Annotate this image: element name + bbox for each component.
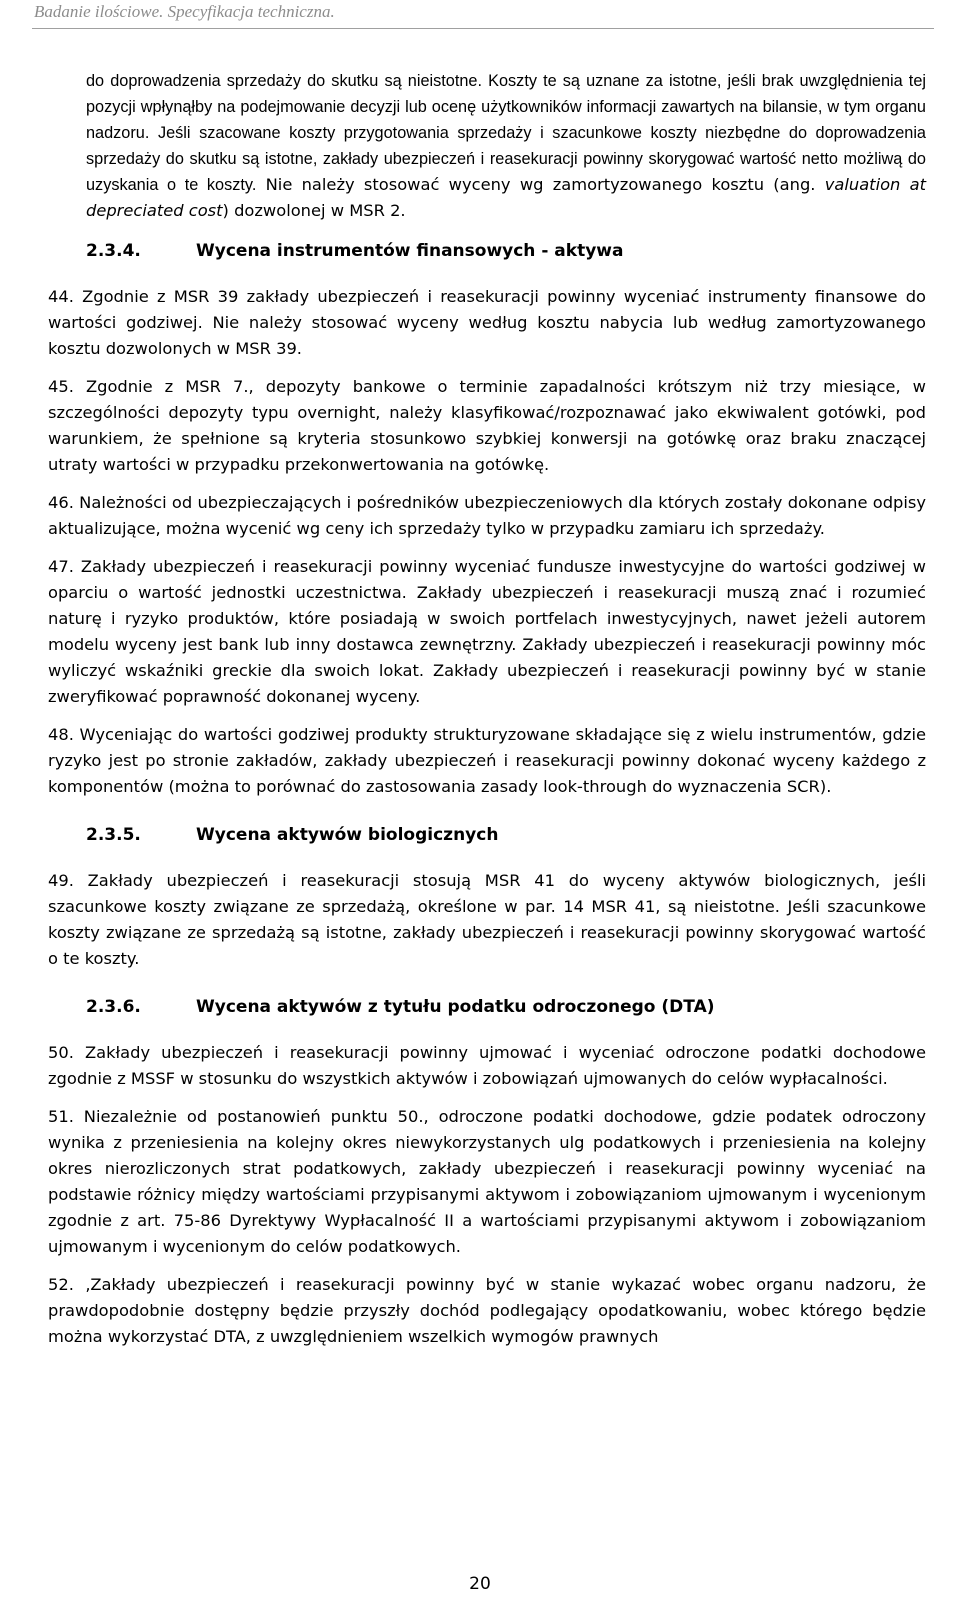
paragraph-44: 44. Zgodnie z MSR 39 zakłady ubezpieczeń i reasekuracji powinny wyceniać instrumenty finansowe do wartości godziwej. Nie należy stosować wyceny według kosztu nabycia lub według zamortyzowanego kosztu dozwolonych w MSR 39. [48, 287, 926, 358]
paragraph-45: 45. Zgodnie z MSR 7., depozyty bankowe o terminie zapadalności krótszym niż trzy miesiące, w szczególności depozyty typu overnight, należy klasyfikować/rozpoznawać jako ekwiwalent gotówki, pod warunkiem, że spełnione są kryteria stosunkowo szybkiej konwersji na gotówkę oraz braku znaczącej utraty wartości w przypadku przekonwertowania na gotówkę. [48, 377, 926, 474]
paragraph-51: 51. Niezależnie od postanowień punktu 50., odroczone podatki dochodowe, gdzie podatek odroczony wynika z przeniesienia na kolejny okres niewykorzystanych ulg podatkowych i przeniesienia na kolejny okres nierozliczonych strat podatkowych, zakłady ubezpieczeń i reasekuracji powinny wyceniać na podstawie różnicy między wartościami przypisanymi aktywom i zobowiązaniom ujmowanym i wycenionym zgodnie z art. 75-86 Dyrektywy Wypłacalność II a wartościami przypisanymi aktywom i zobowiązaniom ujmowanym i wycenionym do celów podatkowych. [48, 1107, 926, 1256]
paragraph-47: 47. Zakłady ubezpieczeń i reasekuracji powinny wyceniać fundusze inwestycyjne do wartości godziwej w oparciu o wartość jednostki uczestnictwa. Zakłady ubezpieczeń i reasekuracji muszą znać i rozumieć naturę i ryzyko produktów, które posiadają w swoich portfelach inwestycyjnych, nawet jeżeli autorem modelu wyceny jest bank lub inny dostawca zewnętrzny. Zakłady ubezpieczeń i reasekuracji powinny móc wyliczyć wskaźniki greckie dla swoich lokat. Zakłady ubezpieczeń i reasekuracji powinny być w stanie zweryfikować poprawność dokonanej wyceny. [48, 557, 926, 706]
section-heading [86, 994, 926, 1020]
intro-text-1: do doprowadzenia sprzedaży do skutku są nieistotne. Koszty te są uznane za istotne, jeśli brak uwzględnienia tej pozycji wpłynąłby na podejmowanie decyzji lub ocenę użytkowników informacji zawartych na bilansie, w tym organu nadzoru. [86, 72, 926, 142]
paragraph-50: 50. Zakłady ubezpieczeń i reasekuracji powinny ujmować i wyceniać odroczone podatki dochodowe zgodnie z MSSF w stosunku do wszystkich aktywów i zobowiązań ujmowanych do celów wypłacalności. [48, 1043, 926, 1088]
page-number: 20 [469, 1574, 491, 1594]
running-header: Badanie ilościowe. Specyfikacja techniczna. [34, 2, 335, 21]
section-number: 2.3.5. [86, 825, 141, 845]
section-heading [86, 238, 926, 264]
intro-italic-term: valuation at depreciated cost [86, 175, 926, 220]
section-title: Wycena aktywów z tytułu podatku odroczonego (DTA) [196, 997, 715, 1017]
intro-text-end: ) dozwolonej w MSR 2. [222, 201, 406, 220]
section-title: Wycena instrumentów finansowych - aktywa [196, 241, 624, 261]
section-heading [86, 822, 926, 848]
paragraph-46: 46. Należności od ubezpieczających i pośredników ubezpieczeniowych dla których zostały dokonane odpisy aktualizujące, można wycenić wg ceny ich sprzedaży tylko w przypadku zamiaru ich sprzedaży. [48, 493, 926, 538]
section-number: 2.3.4. [86, 241, 141, 261]
header-divider [32, 28, 934, 29]
document-body [48, 68, 926, 1362]
paragraph-48: 48. Wyceniając do wartości godziwej produkty strukturyzowane składające się z wielu instrumentów, gdzie ryzyko jest po stronie zakładów, zakłady ubezpieczeń i reasekuracji powinny dokonać wyceny każdego z komponentów (można to porównać do zastosowania zasady look-through do wyznaczenia SCR). [48, 725, 926, 796]
intro-text-3: Nie należy stosować wyceny wg zamortyzowanego kosztu (ang. [256, 175, 825, 194]
paragraph-52: 52. ‚Zakłady ubezpieczeń i reasekuracji powinny być w stanie wykazać wobec organu nadzoru, że prawdopodobnie dostępny będzie przyszły dochód podlegający opodatkowaniu, wobec którego będzie można wykorzystać DTA, z uwzględnieniem wszelkich wymogów prawnych [48, 1275, 926, 1346]
paragraph-49: 49. Zakłady ubezpieczeń i reasekuracji stosują MSR 41 do wyceny aktywów biologicznych, jeśli szacunkowe koszty związane ze sprzedażą, określone w par. 14 MSR 41, są nieistotne. Jeśli szacunkowe koszty związane ze sprzedażą są istotne, zakłady ubezpieczeń i reasekuracji powinny skorygować wartość o te koszty. [48, 871, 926, 968]
intro-paragraph [86, 68, 926, 224]
section-number: 2.3.6. [86, 997, 141, 1017]
section-title: Wycena aktywów biologicznych [196, 825, 499, 845]
intro-text-2: Jeśli szacowane koszty przygotowania sprzedaży i szacunkowe koszty niezbędne do doprowadzenia sprzedaży do skutku są istotne, zakłady ubezpieczeń i reasekuracji powinny skorygować wartość netto możliwą do uzyskania o te koszty. [86, 124, 926, 194]
